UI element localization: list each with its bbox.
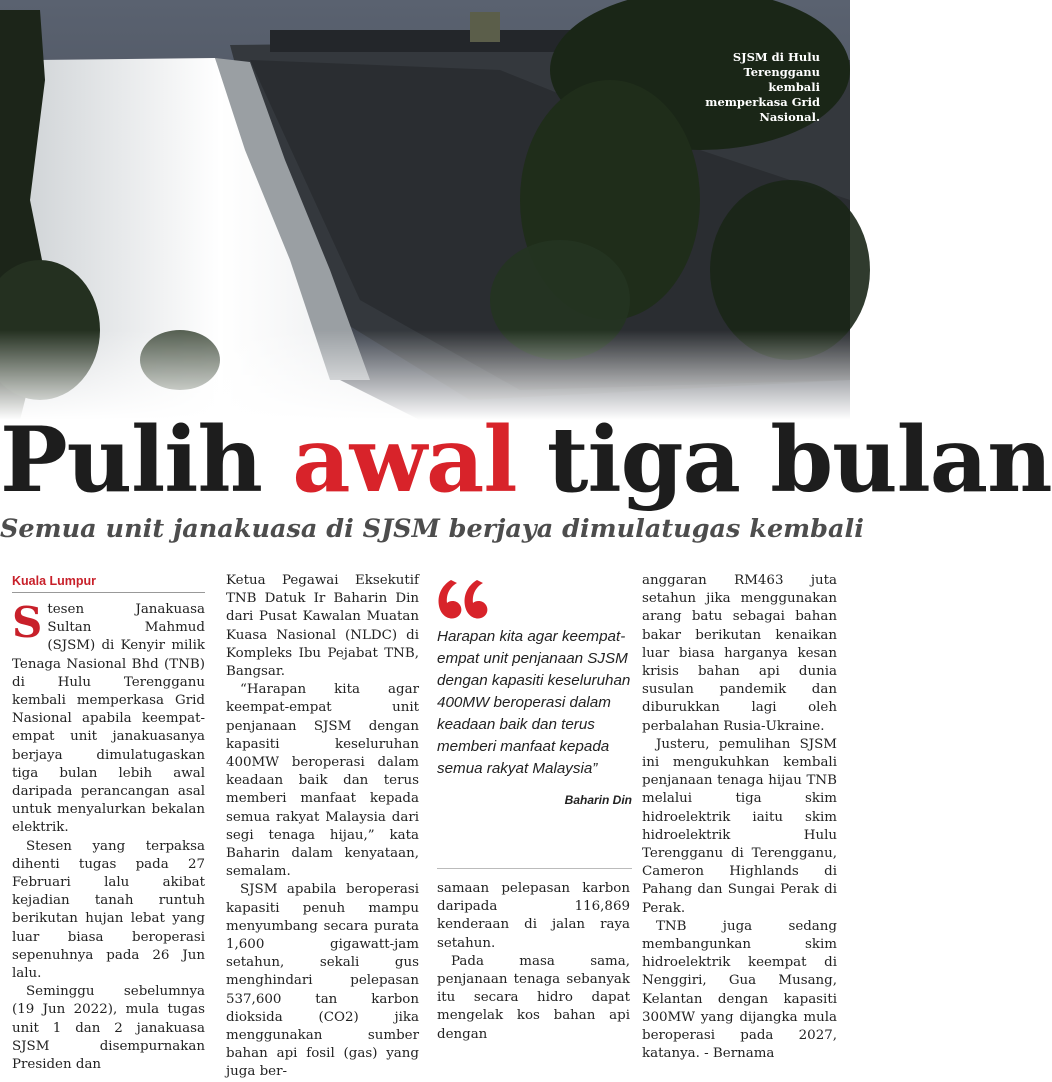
pull-quote-attribution: Baharin Din [564,793,632,807]
quote-mark-icon [437,576,497,624]
paragraph: anggaran RM463 juta setahun jika menggunakan arang batu sebagai bahan bakar berikutan kenaikan luar biasa harganya kesan krisis bahan api dunia susulan pandemik dan diburukkan lagi oleh perbalahan Rusia-Ukraine. [642,573,837,734]
paragraph: samaan pelepasan karbon daripada 116,869 kenderaan di jalan raya setahun. [437,881,630,951]
article-column-4 [642,572,837,1063]
dateline: Kuala Lumpur [12,572,205,593]
photo-caption: SJSM di Hulu Terengganu kembali memperkasa Grid Nasional. [705,50,820,124]
lead-text: tesen Janakuasa Sultan Mahmud (SJSM) di Kenyir milik Tenaga Nasional Bhd (TNB) di Hulu Terengganu kembali memperkasa Grid Nasional apabila keempat-empat unit janakuasanya berjaya dimulatugaskan tiga bulan lebih awal daripada perancangan asal untuk menyalurkan bekalan elektrik. [12,602,205,836]
paragraph: Ketua Pegawai Eksekutif TNB Datuk Ir Baharin Din dari Pusat Kawalan Muatan Kuasa Nasional (NLDC) di Kompleks Ibu Pejabat TNB, Bangsar. [226,573,419,680]
dam-photo [0,0,850,420]
paragraph: SJSM apabila beroperasi kapasiti penuh mampu menyumbang secara purata 1,600 gigawatt-jam setahun, sekali gus menghindari pelepasan 537,600 tan karbon dioksida (CO2) jika menggunakan sumber bahan api fosil (gas) yang juga ber- [226,882,419,1080]
article-column-2 [226,572,419,1082]
paragraph: TNB juga sedang membangunkan skim hidroelektrik keempat di Nenggiri, Gua Musang, Kelantan dengan kapasiti 300MW yang dijangka mula beroperasi pada 2027, katanya. - Bernama [642,918,837,1062]
paragraph: Seminggu sebelumnya (19 Jun 2022), mula tugas unit 1 dan 2 janakuasa SJSM disempurnakan Presiden dan [12,984,205,1073]
subheadline: Semua unit janakuasa di SJSM berjaya dimulatugas kembali [0,514,864,544]
headline [0,407,1052,513]
article-column-3 [437,880,630,1044]
headline-accent: awal [292,407,517,513]
headline-part1: Pulih [0,407,293,513]
paragraph: “Harapan kita agar keempat-empat unit penjanaan SJSM dengan kapasiti keseluruhan 400MW beroperasi dalam keadaan baik dan terus memberi manfaat kepada semua rakyat Malaysia dari segi tenaga hijau,” kata Baharin dalam kenyataan, semalam. [226,682,419,880]
divider [437,868,632,869]
pull-quote [437,572,632,808]
article-column-1 [12,572,205,1074]
paragraph: Stesen yang terpaksa dihenti tugas pada 27 Februari lalu akibat kejadian tanah runtuh berikutan hujan lebat yang luar biasa beroperasi sepenuhnya pada 26 Jun lalu. [12,838,205,982]
drop-cap: S [12,598,43,647]
pull-quote-text: Harapan kita agar keempat-empat unit penjanaan SJSM dengan kapasiti keseluruhan 400MW beroperasi dalam keadaan baik dan terus memberi manfaat kepada semua rakyat Malaysia” [437,628,631,777]
paragraph: Justeru, pemulihan SJSM ini mengukuhkan kembali penjanaan tenaga hijau TNB melalui tiga skim hidroelektrik iaitu skim hidroelektrik Hulu Terengganu di Terengganu, Cameron Highlands di Pahang dan Sungai Perak di Perak. [642,736,837,916]
paragraph: Pada masa sama, penjanaan tenaga sebanyak itu secara hidro dapat mengelak kos bahan api dengan [437,953,630,1042]
lead-paragraph [12,598,205,838]
headline-part2: tiga bulan [516,407,1052,513]
